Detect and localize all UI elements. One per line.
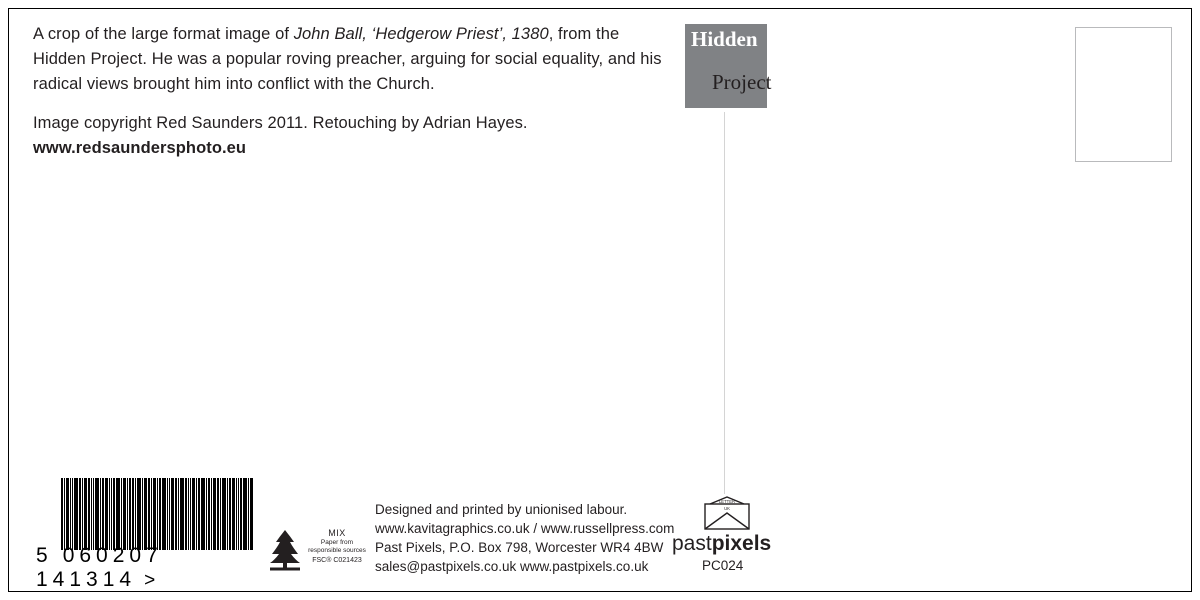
artwork-title: John Ball, ‘Hedgerow Priest’, 1380 (293, 25, 549, 43)
barcode-lead-digit: 5 (36, 544, 53, 567)
pastpixels-wordmark (672, 532, 792, 556)
fsc-line1: Paper from (320, 539, 354, 546)
pastpixels-word-bold: pixels (711, 532, 772, 555)
credit-line-4[interactable]: sales@pastpixels.co.uk www.pastpixels.co.uk (375, 559, 649, 574)
photographer-website-link[interactable]: www.redsaundersphoto.eu (33, 139, 247, 157)
description-block (33, 22, 673, 175)
barcode-number: 060207 141314 (36, 544, 163, 591)
credit-line-3: Past Pixels, P.O. Box 798, Worcester WR4 4BW (375, 540, 664, 555)
fsc-text-block (306, 528, 368, 565)
printer-credits (375, 500, 675, 576)
description-paragraph-2 (33, 111, 673, 161)
credit-line-1: Designed and printed by unionised labour. (375, 502, 628, 517)
fsc-code: FSC® C021423 (312, 557, 362, 564)
pastpixels-logo (672, 496, 792, 576)
barcode-bars (61, 478, 256, 550)
pastpixels-word-light: past (672, 532, 712, 555)
fsc-line2: responsible sources (308, 547, 366, 554)
description-paragraph-1 (33, 22, 673, 97)
description-text-b: , from the Hidden Project. He was a popular roving preacher, arguing for social equality, and his radical views brought him into conflict with the Church. (33, 25, 662, 93)
barcode-tail: > (144, 570, 161, 591)
fsc-tree-icon (268, 528, 302, 572)
vertical-divider (724, 112, 725, 494)
fsc-mix-label: MIX (328, 528, 346, 538)
barcode-digits (36, 544, 276, 592)
svg-text:LETTER: LETTER (718, 499, 736, 504)
hidden-project-logo (685, 24, 772, 108)
hidden-project-logo-line1: Hidden (691, 27, 758, 51)
fsc-mark (268, 528, 368, 574)
stamp-box (1075, 27, 1172, 162)
hidden-project-logo-line2: Project (712, 70, 772, 94)
product-code: PC024 (702, 558, 744, 573)
credit-line-2[interactable]: www.kavitagraphics.co.uk / www.russellpress.com (375, 521, 675, 536)
svg-text:UK: UK (724, 506, 730, 511)
copyright-text: Image copyright Red Saunders 2011. Retouching by Adrian Hayes. (33, 114, 528, 132)
envelope-icon (704, 496, 750, 530)
barcode (36, 478, 266, 591)
description-text-a: A crop of the large format image of (33, 25, 294, 43)
